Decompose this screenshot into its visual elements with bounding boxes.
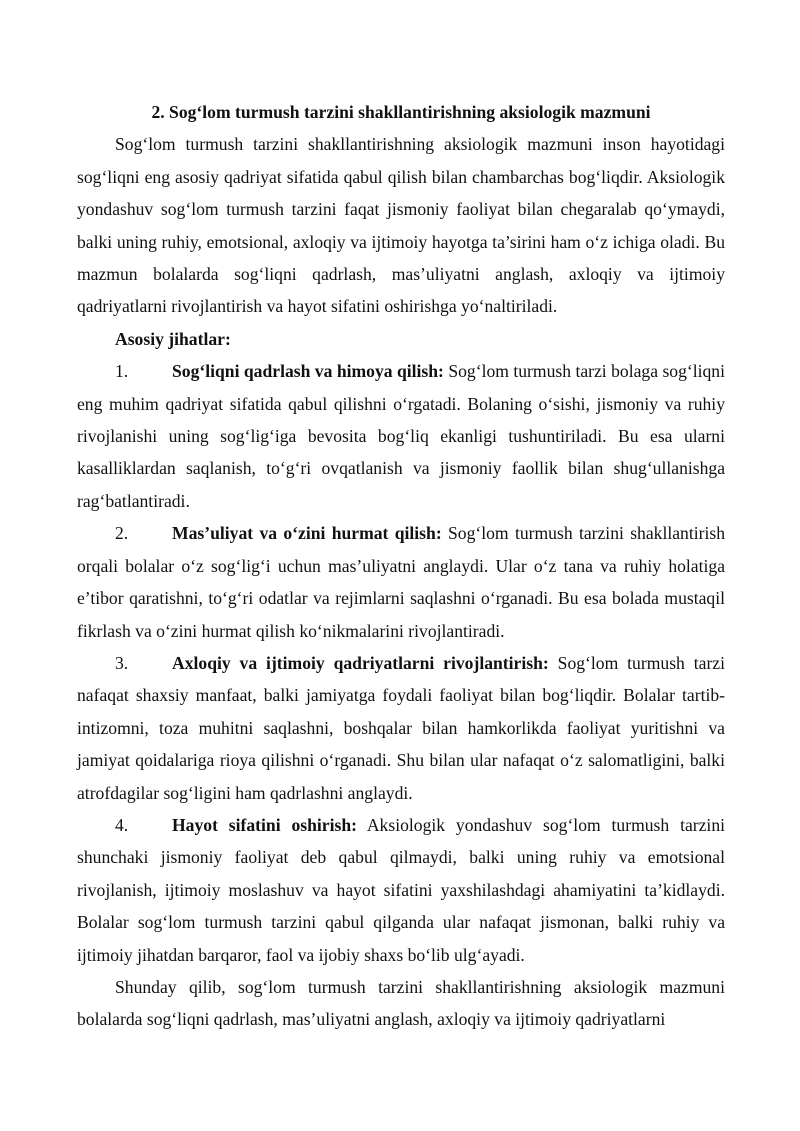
list-item-text: Sog‘lom turmush tarzini shakllantirish orqali bolalar o‘z sog‘lig‘i uchun mas’uliyatni anglaydi. Ular o‘z tana va ruhiy holatiga e’tibor qaratishni, to‘g‘ri odatlar va rejimlarni saqlashni o‘rganadi. Bu esa bolada mustaqil fikrlash va o‘zini hurmat qilish ko‘nikmalarini rivojlantiradi. <box>77 523 726 641</box>
subheading: Asosiy jihatlar: <box>115 328 231 349</box>
list-item <box>77 809 725 971</box>
list-item-title: Mas’uliyat va o‘zini hurmat qilish: <box>172 523 442 544</box>
list-item-number: 3. <box>115 652 129 673</box>
list-item <box>77 517 725 647</box>
intro-paragraph: Sog‘lom turmush tarzini shakllantirishning aksiologik mazmuni inson hayotidagi sog‘liqni eng asosiy qadriyat sifatida qabul qilish bilan chambarchas bog‘liqdir. Aksiologik yondashuv sog‘lom turmush tarzini faqat jismoniy faoliyat bilan chegaralab qo‘ymaydi, balki uning ruhiy, emotsional, axloqiy va ijtimoiy hayotga ta’sirini ham o‘z ichiga oladi. Bu mazmun bolalarda sog‘liqni qadrlash, mas’uliyatni anglash, axloqiy va ijtimoiy qadriyatlarni rivojlantirish va hayot sifatini oshirishga yo‘naltiriladi. <box>77 134 725 317</box>
list-item <box>77 647 725 809</box>
list-item-title: Sog‘liqni qadrlash va himoya qilish: <box>172 361 444 382</box>
list-item-text: Aksiologik yondashuv sog‘lom turmush tarzini shunchaki jismoniy faoliyat deb qabul qilmaydi, balki uning ruhiy va emotsional rivojlanish, ijtimoiy moslashuv va hayot sifatini yaxshilashdagi ahamiyatini ta’kidlaydi. Bolalar sog‘lom turmush tarzini qabul qilganda ular nafaqat jismonan, balki ruhiy va ijtimoiy jihatdan barqaror, faol va ijobiy shaxs bo‘lib ulg‘ayadi. <box>77 814 726 965</box>
list-item-number: 2. <box>115 523 129 544</box>
list-item-text: Sog‘lom turmush tarzi nafaqat shaxsiy manfaat, balki jamiyatga foydali faoliyat bilan bog‘liqdir. Bolalar tartib-intizomni, toza muhitni saqlashni, boshqalar bilan hamkorlikda faoliyat yuritishni va jamiyat qoidalariga rioya qilishni o‘rganadi. Shu bilan ular nafaqat o‘z salomatligini, balki atrofdagilar sog‘ligini ham qadrlashni anglaydi. <box>77 652 725 803</box>
conclusion-paragraph: Shunday qilib, sog‘lom turmush tarzini shakllantirishning aksiologik mazmuni bolalarda sog‘liqni qadrlash, mas’uliyatni anglash, axloqiy va ijtimoiy qadriyatlarni <box>77 976 725 1030</box>
list-item-text: Sog‘lom turmush tarzi bolaga sog‘liqni eng muhim qadriyat sifatida qabul qilishni o‘rgatadi. Bolaning o‘sishi, jismoniy va ruhiy rivojlanishi uning sog‘lig‘iga bevosita bog‘liq ekanligi tushuntiriladi. Bu esa ularni kasalliklardan saqlanish, to‘g‘ri ovqatlanish va jismoniy faollik bilan shug‘ullanishga rag‘batlantiradi. <box>77 361 725 511</box>
document-page <box>77 96 725 1036</box>
list-item-title: Hayot sifatini oshirish: <box>172 814 357 835</box>
list-item-number: 4. <box>115 814 129 835</box>
section-heading: 2. Sog‘lom turmush tarzini shakllantirishning aksiologik mazmuni <box>151 102 651 122</box>
list-item <box>77 355 725 517</box>
list-item-title: Axloqiy va ijtimoiy qadriyatlarni rivojlantirish: <box>172 652 549 673</box>
list-item-number: 1. <box>115 361 129 382</box>
